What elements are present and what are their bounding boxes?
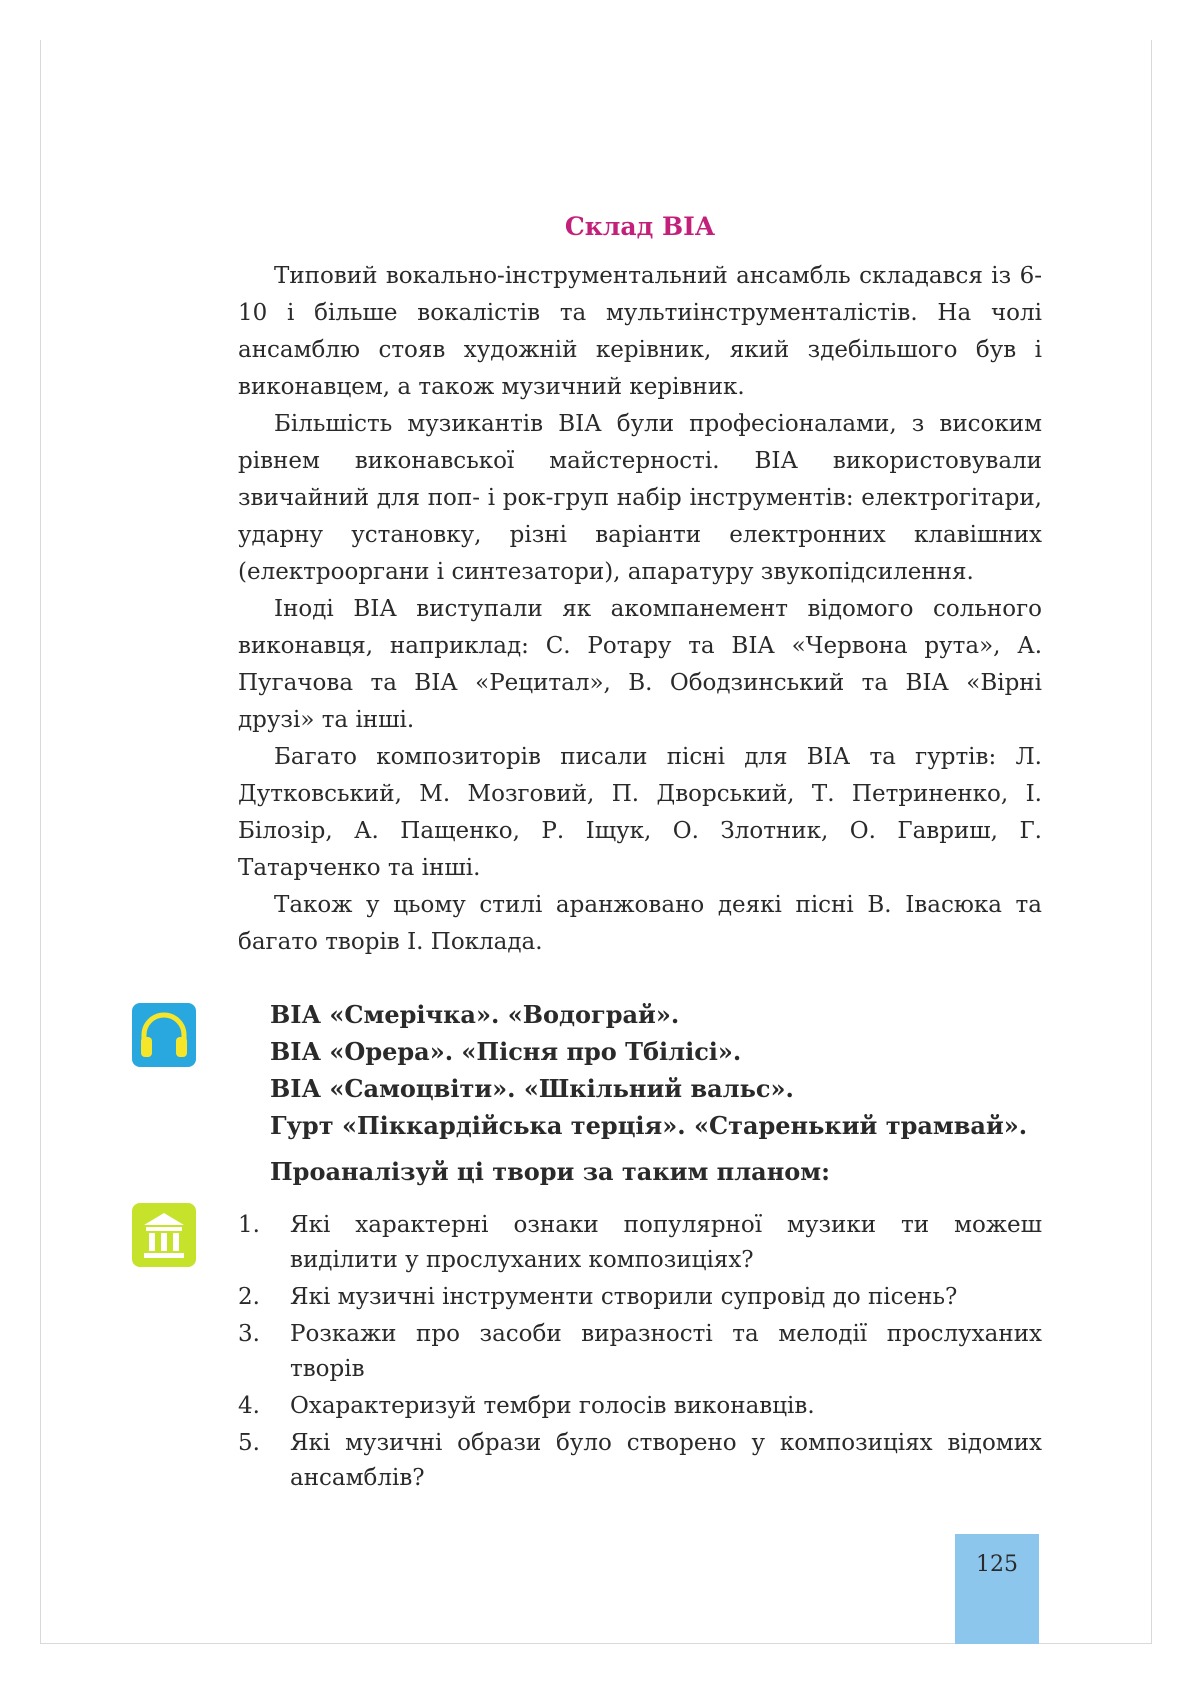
headphones-icon [132, 1003, 196, 1067]
item-number: 2. [238, 1284, 260, 1310]
listening-list [270, 996, 1027, 1144]
item-text: Розкажи про засоби виразності та мелодії прослуханих творів [290, 1321, 1042, 1382]
page-number: 125 [976, 1552, 1018, 1577]
list-item [238, 1426, 1042, 1496]
work-item: ВІА «Смерічка». «Водограй». [270, 1000, 680, 1029]
list-item [238, 1317, 1042, 1387]
list-item [238, 1389, 1042, 1424]
work-item: ВІА «Opepa». «Пісня про Тбілісі». [270, 1037, 742, 1066]
item-number: 5. [238, 1430, 260, 1456]
body-text [238, 258, 1042, 961]
work-item: ВІА «Самоцвіти». «Шкільний вальс». [270, 1074, 794, 1103]
item-text: Які музичні образи було створено у композиціях відомих ансамблів? [290, 1430, 1042, 1491]
question-list [238, 1208, 1042, 1498]
item-text: Які музичні інструменти створили супровід до пісень? [290, 1284, 958, 1310]
list-item [238, 1208, 1042, 1278]
paragraph: Типовий вокально-інструментальний ансамбль складався із 6-10 і більше вокалістів та мультиінструменталістів. На чолі ансамблю стояв художній керівник, який здебільшого був і виконавцем, а також музичний керівник. [238, 263, 1042, 400]
page-number-tab [955, 1534, 1039, 1644]
paragraph: Іноді ВІА виступали як акомпанемент відомого сольного виконавця, наприклад: С. Ротару та ВІА «Червона рута», А. Пугачова та ВІА «Рецитал», В. Ободзинський та ВІА «Вірні друзі» та інші. [238, 596, 1042, 733]
item-number: 1. [238, 1212, 260, 1238]
museum-icon [132, 1203, 196, 1267]
item-number: 4. [238, 1393, 260, 1419]
task-heading: Проаналізуй ці твори за таким планом: [270, 1157, 830, 1186]
paragraph: Також у цьому стилі аранжовано деякі пісні В. Івасюка та багато творів І. Поклада. [238, 892, 1042, 955]
section-title: Склад ВІА [564, 212, 716, 241]
paragraph: Багато композиторів писали пісні для ВІА та гуртів: Л. Дутковський, М. Мозговий, П. Дворський, Т. Петриненко, І. Білозір, А. Пащенко, Р. Іщук, О. Злотник, О. Гавриш, Г. Татарченко та інші. [238, 744, 1042, 881]
item-text: Які характерні ознаки популярної музики ти можеш виділити у прослуханих композиціях? [290, 1212, 1042, 1273]
list-item [238, 1280, 1042, 1315]
item-text: Охарактеризуй тембри голосів виконавців. [290, 1393, 815, 1419]
paragraph: Більшість музикантів ВІА були професіоналами, з високим рівнем виконавської майстерності. ВІА використовували звичайний для поп- і рок-груп набір інструментів: електрогітари, ударну установку, різні варіанти електронних клавішних (електрооргани і синтезатори), апаратуру звукопідсилення. [238, 411, 1042, 585]
work-item: Гурт «Піккардійська терція». «Старенький трамвай». [270, 1111, 1028, 1140]
item-number: 3. [238, 1321, 260, 1347]
